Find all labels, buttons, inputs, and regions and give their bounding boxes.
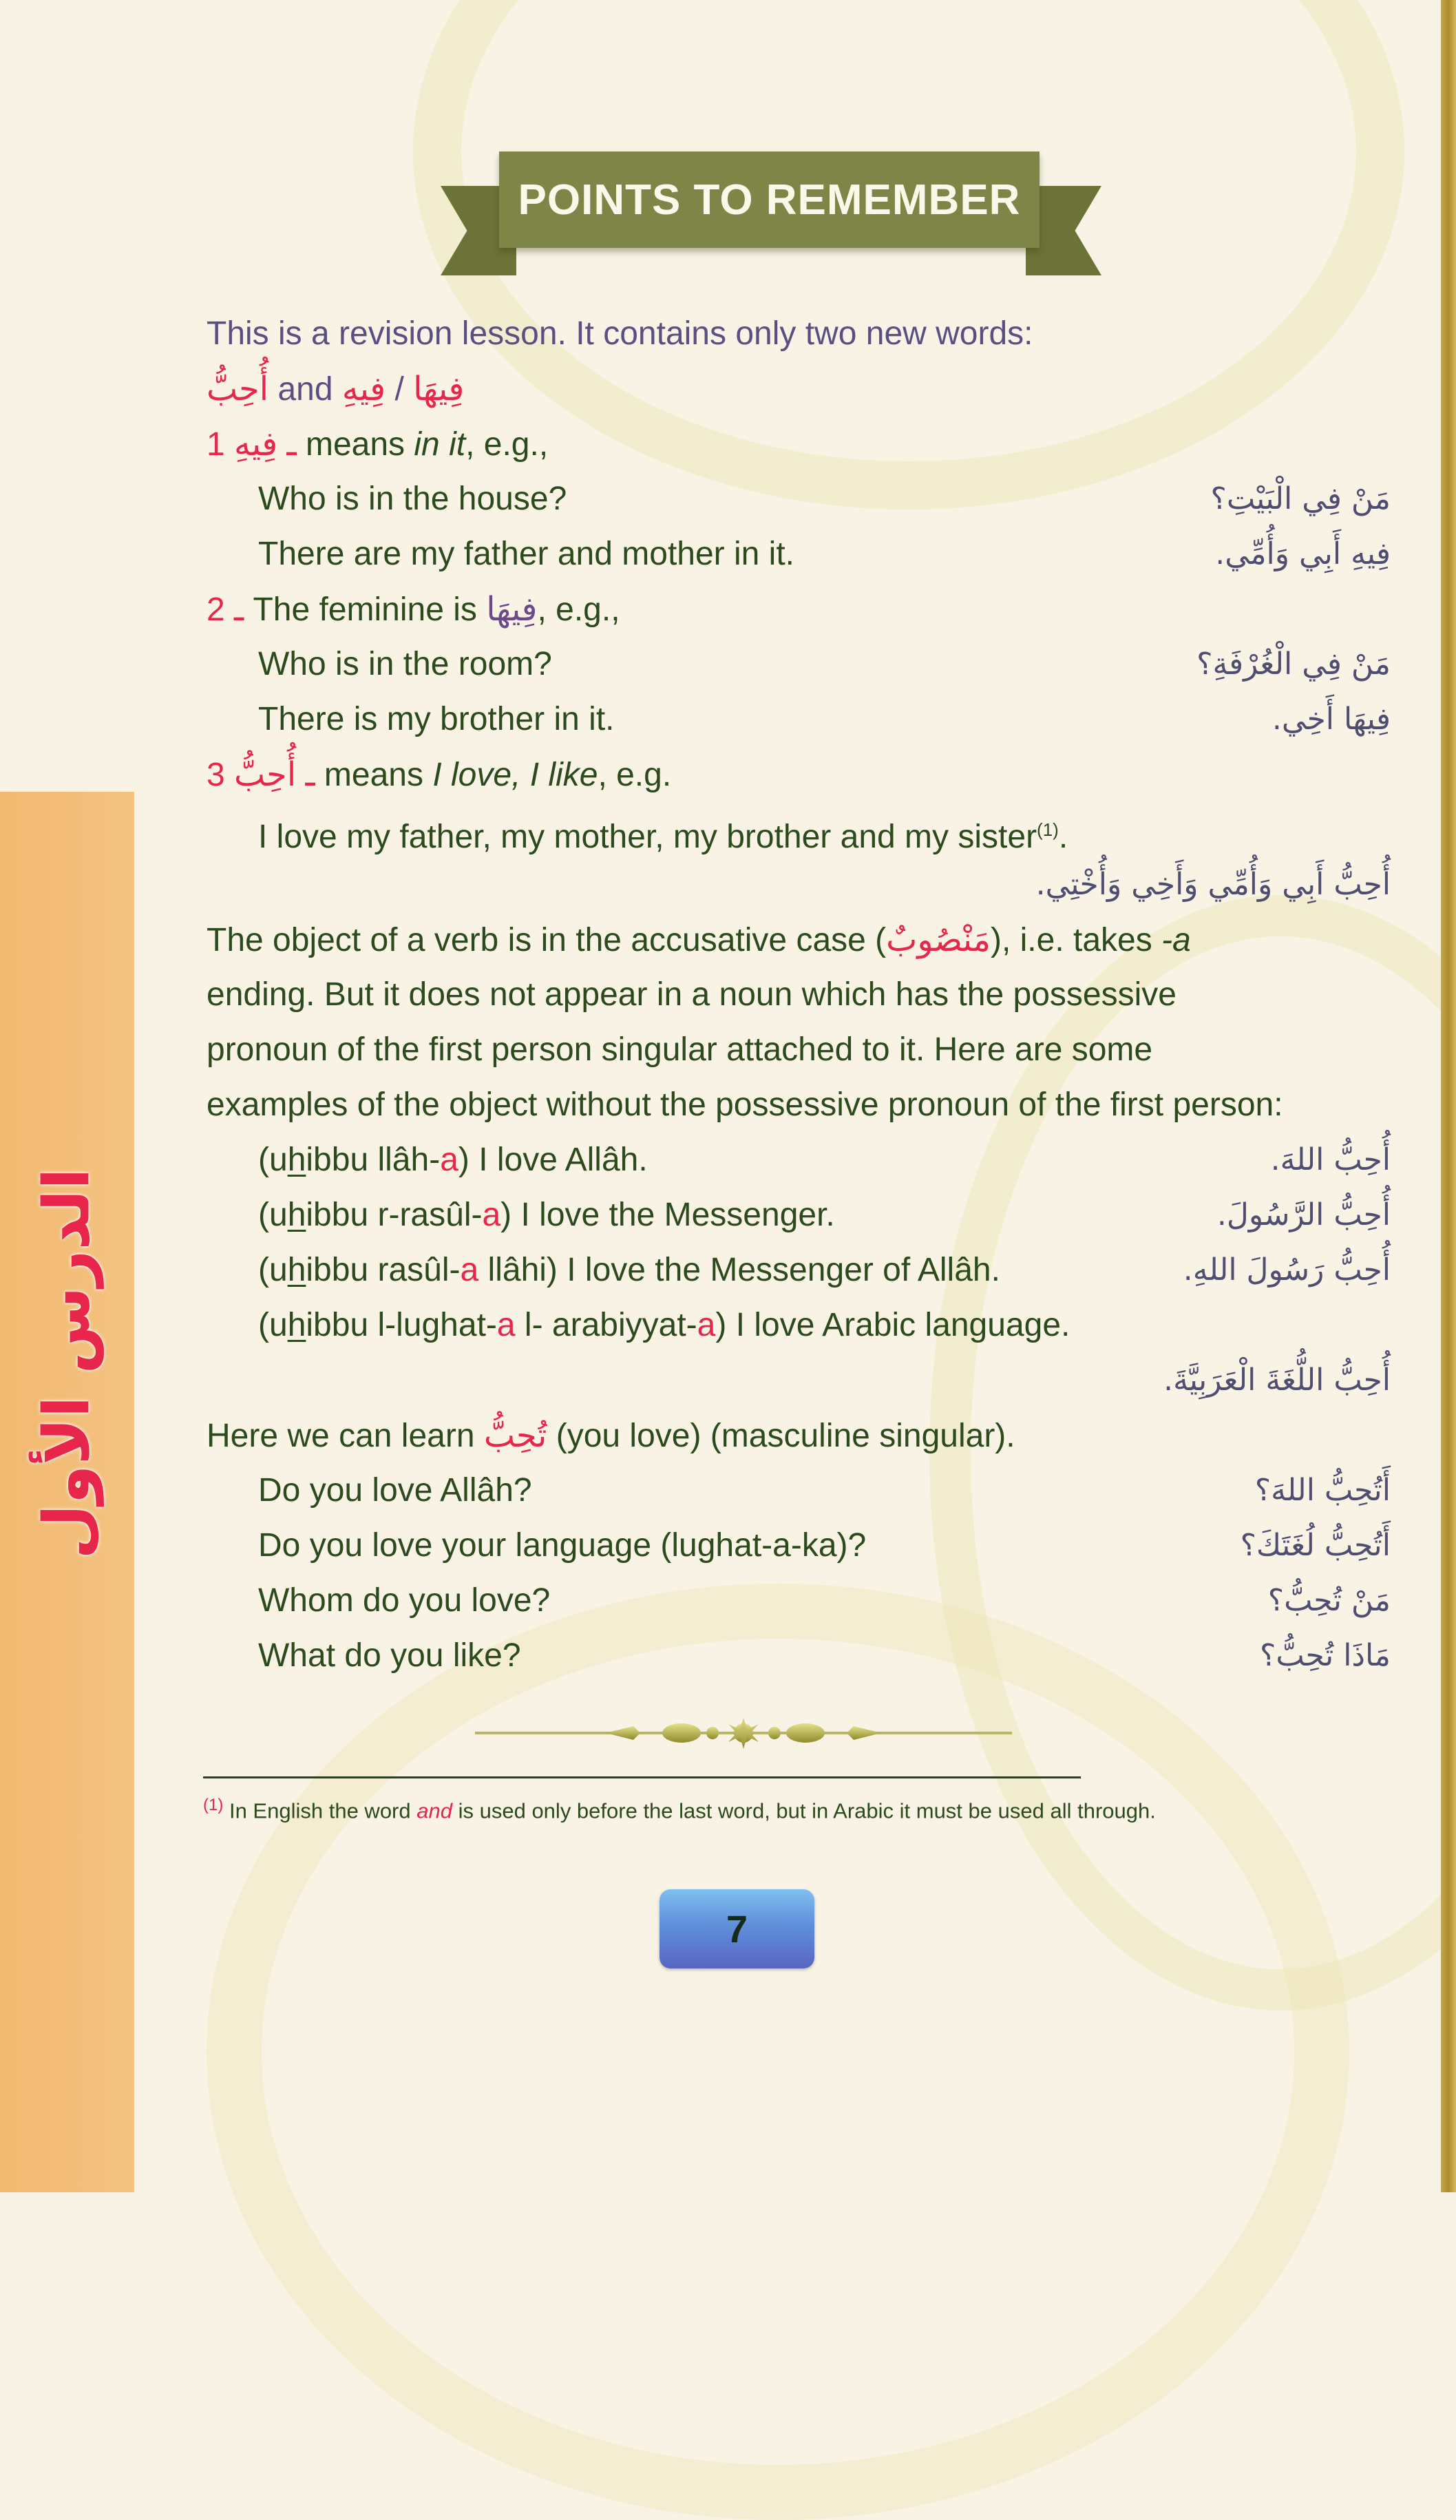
- question-english: What do you like?: [258, 1637, 521, 1674]
- page-number-badge: [660, 1889, 814, 1968]
- object-example: (uhibbu r-rasûl-a) I love the Messenger.: [258, 1197, 835, 1233]
- question-arabic: مَاذَا تُحِبُّ؟: [1260, 1638, 1391, 1673]
- word-uhibbu: أُحِبُّ: [207, 370, 269, 408]
- object-example: (uhibbu l-lughat-a l- arabiyyat-a) I love Arabic language.: [258, 1307, 1070, 1343]
- question-arabic: أَتُحِبُّ لُغَتَكَ؟: [1240, 1528, 1391, 1563]
- question-english: Do you love your language (lughat-a-ka)?: [258, 1527, 867, 1564]
- example-english: There are my father and mother in it.: [258, 536, 795, 572]
- question-english: Whom do you love?: [258, 1582, 551, 1619]
- banner-ribbon: [499, 151, 1040, 248]
- new-words-line: أُحِبُّ and فِيهَا / فِيهِ: [207, 370, 465, 408]
- page-title: POINTS TO REMEMBER: [518, 176, 1021, 224]
- paragraph-line: examples of the object without the possessive pronoun of the first person:: [207, 1086, 1283, 1123]
- example-english: Who is in the room?: [258, 646, 552, 682]
- example-english: Who is in the house?: [258, 481, 567, 517]
- ornament-divider-icon: [475, 1716, 1012, 1750]
- object-example: (uhibbu llâh-a) I love Allâh.: [258, 1142, 648, 1178]
- example-arabic: أُحِبُّ أَبِي وَأُمِّي وَأَخِي وَأُخْتِي.: [1035, 867, 1391, 902]
- question-arabic: أَتُحِبُّ اللهَ؟: [1254, 1473, 1391, 1508]
- example-arabic: فِيهَا أَخِي.: [1272, 702, 1391, 737]
- object-example-arabic: أُحِبُّ الرَّسُولَ.: [1216, 1197, 1391, 1232]
- question-arabic: مَنْ تُحِبُّ؟: [1267, 1583, 1391, 1618]
- example-arabic: فِيهِ أَبِي وَأُمِّي.: [1215, 536, 1391, 571]
- object-example-arabic: أُحِبُّ اللُّغَةَ الْعَرَبِيَّةَ.: [1163, 1363, 1391, 1398]
- point-2: 2 ـ The feminine is فِيهَا, e.g.,: [207, 590, 620, 629]
- banner: [434, 151, 1108, 289]
- example-arabic: مَنْ فِي الْغُرْفَةِ؟: [1196, 647, 1391, 682]
- example-english: There is my brother in it.: [258, 701, 615, 737]
- point-1: 1 ـ فِيهِ means in it, e.g.,: [207, 425, 549, 463]
- question-english: Do you love Allâh?: [258, 1472, 532, 1509]
- example-english: I love my father, my mother, my brother and my sister$^{(1)}$.: [258, 819, 1068, 855]
- footnote: $^{(1)}$ In English the word and is used only before the last word, but in Arabic it must be used all through.: [203, 1796, 1156, 1823]
- page-edge: [1441, 0, 1456, 2192]
- paragraph-line: pronoun of the first person singular attached to it. Here are some: [207, 1031, 1153, 1068]
- learn-line: Here we can learn تُحِبُّ (you love) (masculine singular).: [207, 1416, 1015, 1455]
- point-3: 3 ـ أُحِبُّ means I love, I like, e.g.: [207, 755, 672, 794]
- side-tab-label: الدرس الأول: [30, 1167, 104, 1560]
- object-example-arabic: أُحِبُّ اللهَ.: [1270, 1142, 1391, 1177]
- footnote-divider: [203, 1776, 1081, 1778]
- intro-text: This is a revision lesson. It contains only two new words:: [207, 315, 1033, 352]
- object-example-arabic: أُحِبُّ رَسُولَ اللهِ.: [1183, 1252, 1391, 1288]
- object-example: (uhibbu rasûl-a llâhi) I love the Messenger of Allâh.: [258, 1252, 1000, 1288]
- page-number: 7: [726, 1907, 748, 1951]
- paragraph-line: The object of a verb is in the accusative case (مَنْصُوبٌ), i.e. takes -a: [207, 921, 1191, 959]
- paragraph-line: ending. But it does not appear in a noun which has the possessive: [207, 976, 1177, 1013]
- word-fiha: فِيهَا: [413, 370, 465, 408]
- example-arabic: مَنْ فِي الْبَيْتِ؟: [1210, 481, 1391, 516]
- word-fihi: فِيهِ: [341, 370, 386, 408]
